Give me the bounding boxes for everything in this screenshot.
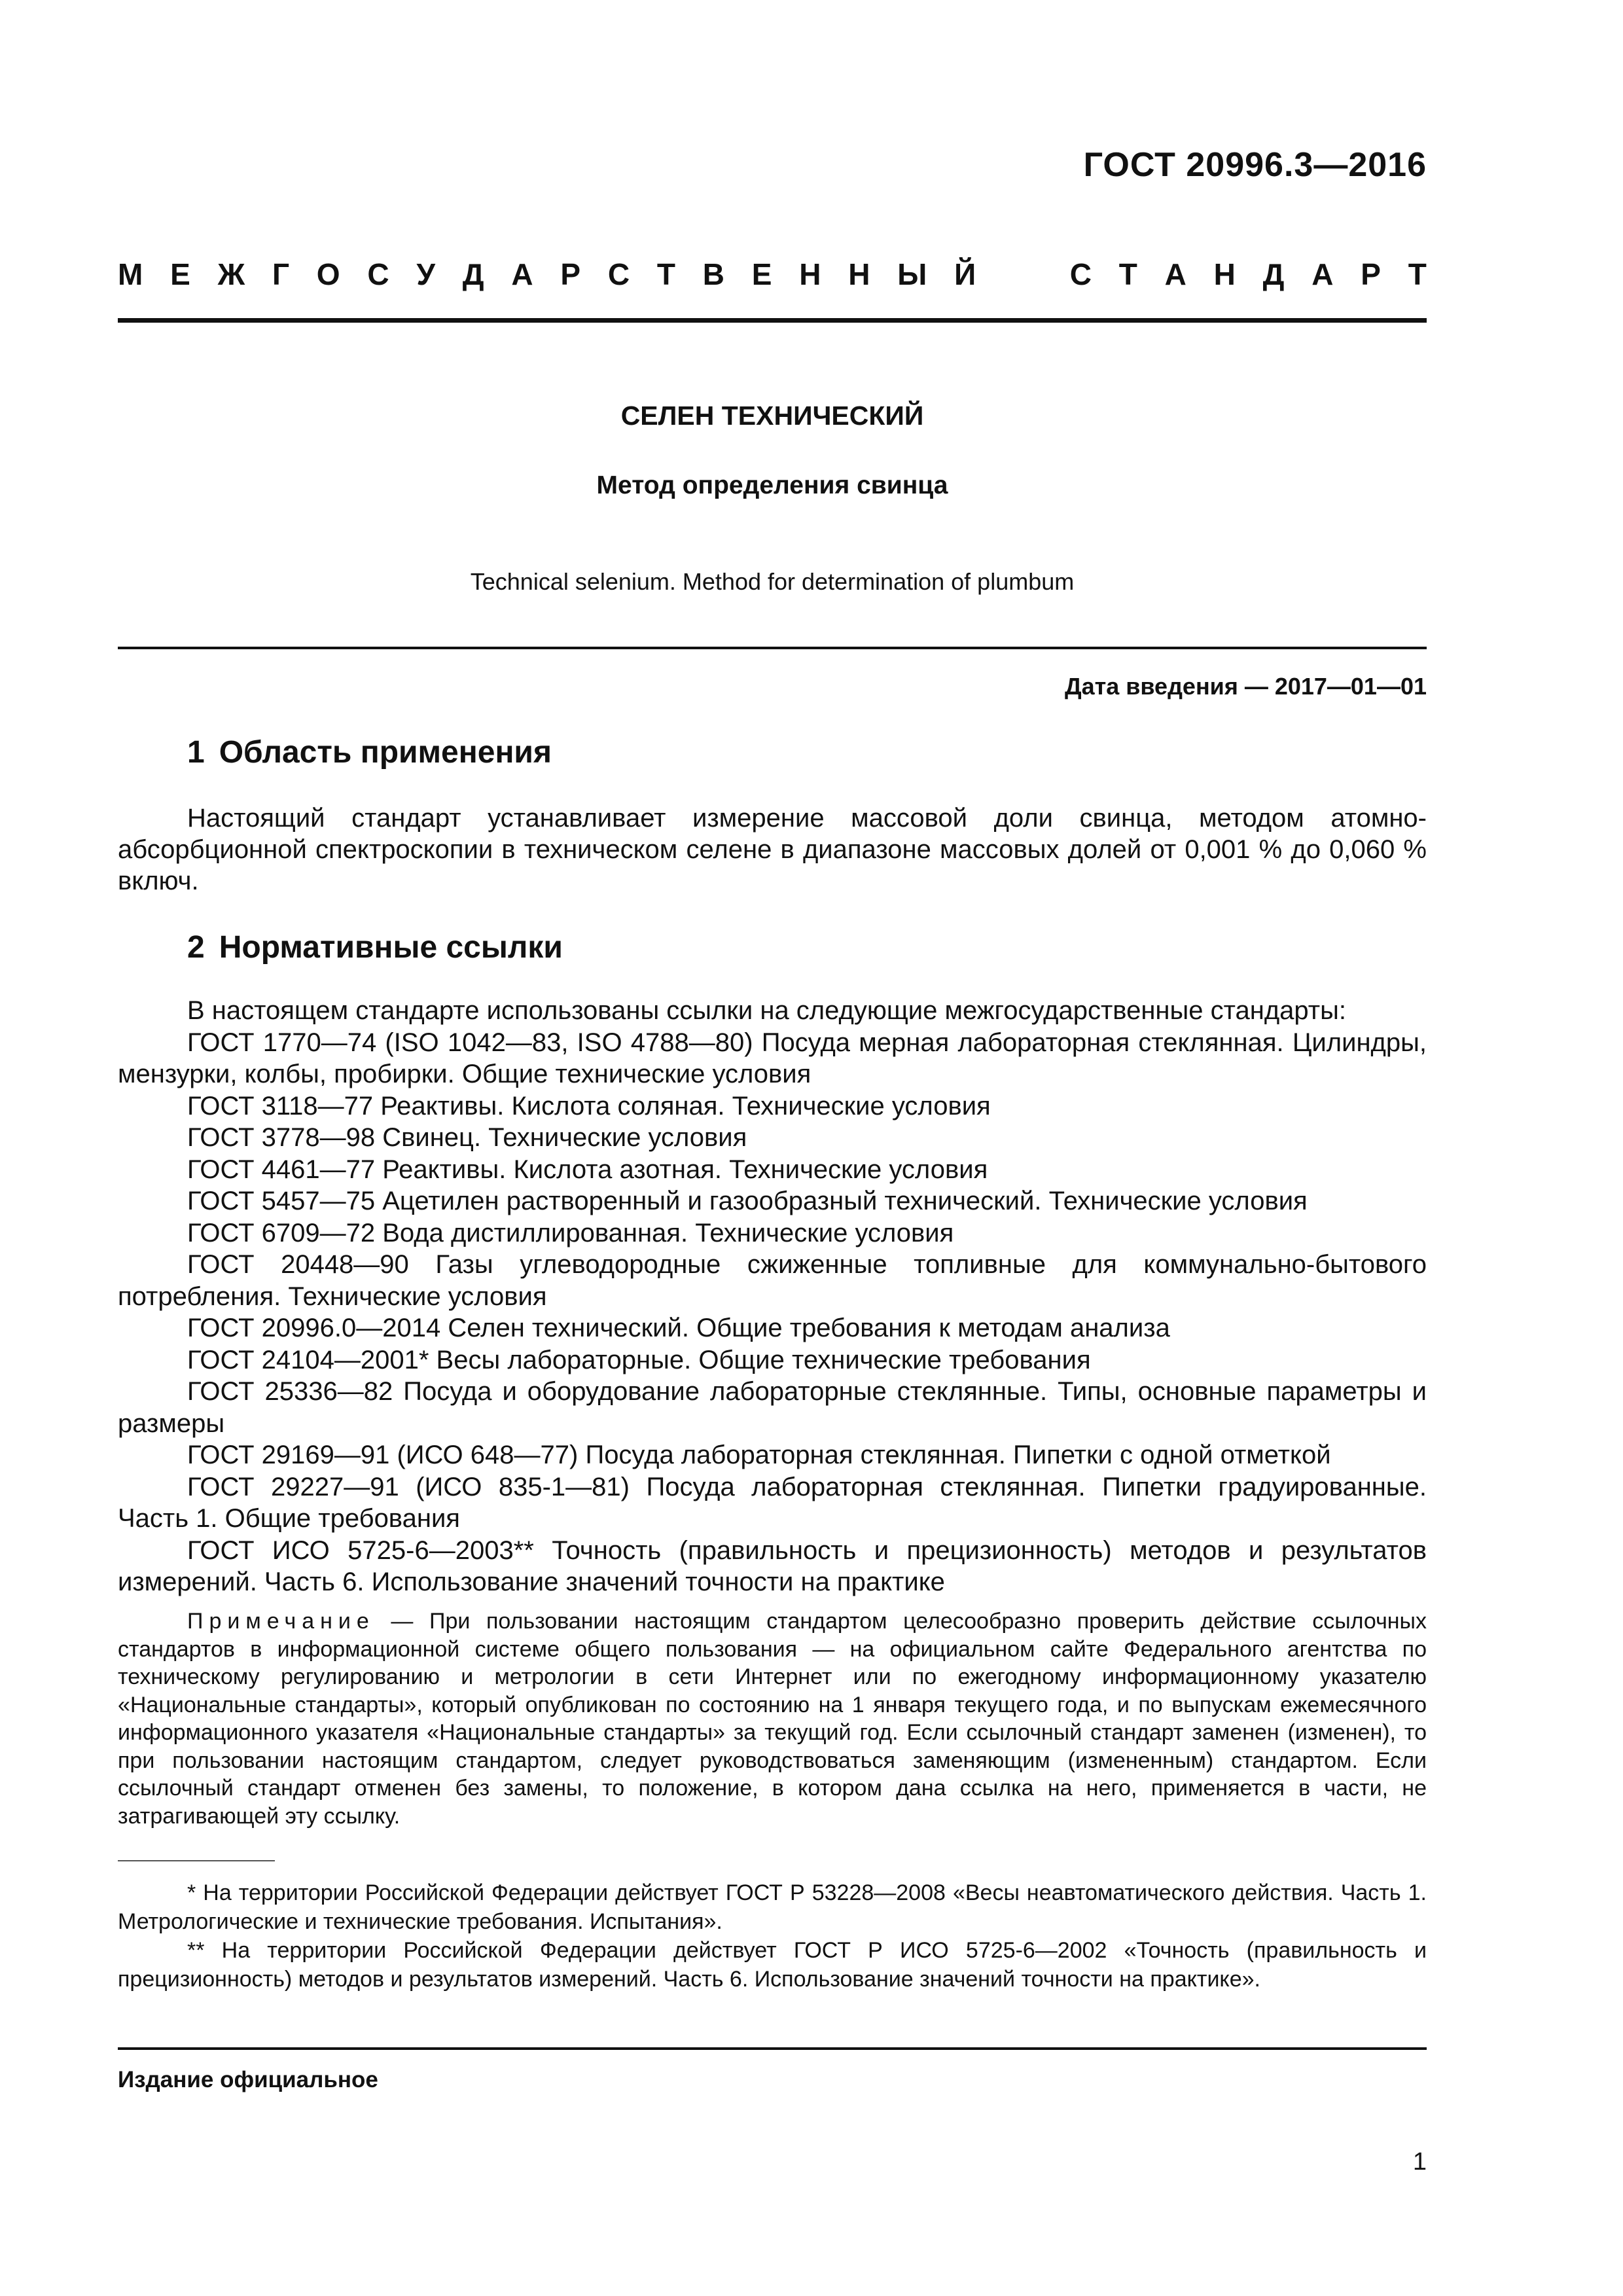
- reference-item: ГОСТ 3778—98 Свинец. Технические условия: [187, 1123, 747, 1152]
- gost-number: ГОСТ 20996.3—2016: [1083, 146, 1427, 184]
- footnote-separator: [118, 1860, 275, 1861]
- page-number: 1: [1412, 2148, 1427, 2176]
- banner-letter: Д: [1262, 257, 1285, 291]
- banner-letter: Ы: [897, 257, 927, 291]
- introduction-date: Дата введения — 2017—01—01: [1064, 673, 1427, 700]
- reference-item: ГОСТ 29169—91 (ИСО 648—77) Посуда лабораторная стеклянная. Пипетки с одной отметкой: [187, 1441, 1331, 1469]
- reference-item: ГОСТ 29227—91 (ИСО 835-1—81) Посуда лабораторная стеклянная. Пипетки градуированные. Часть 1. Общие требования: [118, 1472, 1427, 1533]
- footnotes: [118, 1878, 1427, 1994]
- section-number: 2: [187, 930, 205, 965]
- banner-letter: Т: [1118, 257, 1137, 291]
- reference-item: ГОСТ 20448—90 Газы углеводородные сжиженные топливные для коммунально-бытового потребления. Технические условия: [118, 1250, 1427, 1311]
- banner-letter: Н: [848, 257, 870, 291]
- banner-letter: С: [607, 257, 630, 291]
- reference-item: ГОСТ 6709—72 Вода дистиллированная. Технические условия: [187, 1218, 954, 1247]
- note-paragraph: [118, 1607, 1427, 1830]
- banner-word-gap: [1003, 257, 1043, 292]
- document-title: СЕЛЕН ТЕХНИЧЕСКИЙ: [620, 401, 924, 431]
- banner-letter: Т: [656, 257, 675, 291]
- footnote-item: * На территории Российской Федерации действует ГОСТ Р 53228—2008 «Весы неавтоматического действия. Часть 1. Метрологические и технические требования. Испытания».: [118, 1880, 1427, 1934]
- banner-letter: Т: [1408, 257, 1427, 291]
- banner-letter: С: [367, 257, 389, 291]
- reference-item: ГОСТ 20996.0—2014 Селен технический. Общие требования к методам анализа: [187, 1314, 1170, 1342]
- reference-item: ГОСТ 5457—75 Ацетилен растворенный и газообразный технический. Технические условия: [187, 1187, 1308, 1215]
- document-subtitle: Метод определения свинца: [596, 471, 948, 499]
- banner-letter: Г: [272, 257, 290, 291]
- banner-letter: В: [702, 257, 724, 291]
- english-title: Technical selenium. Method for determination of plumbum: [470, 568, 1075, 595]
- section-1-heading: [187, 734, 552, 770]
- banner-letter: А: [1311, 257, 1334, 291]
- banner-letter: А: [1164, 257, 1186, 291]
- reference-item: В настоящем стандарте использованы ссылки на следующие межгосударственные стандарты:: [187, 996, 1346, 1025]
- official-edition-label: Издание официальное: [118, 2067, 378, 2092]
- banner-letter: Ж: [217, 257, 245, 291]
- banner-letter: У: [416, 257, 435, 291]
- section-number: 1: [187, 735, 205, 770]
- title-rule: [118, 647, 1427, 649]
- banner-letter: Е: [170, 257, 190, 291]
- reference-item: ГОСТ 3118—77 Реактивы. Кислота соляная. Технические условия: [187, 1091, 991, 1121]
- header-rule: [118, 318, 1427, 323]
- reference-item: ГОСТ 4461—77 Реактивы. Кислота азотная. Технические условия: [187, 1155, 988, 1184]
- banner-letter: Р: [560, 257, 581, 291]
- banner-letter: Р: [1361, 257, 1381, 291]
- section-title: Область применения: [219, 735, 552, 770]
- banner-letter: А: [511, 257, 533, 291]
- footnote-item: ** На территории Российской Федерации действует ГОСТ Р ИСО 5725-6—2002 «Точность (правильность и прецизионность) методов и результатов измерений. Часть 6. Использование значений точности на практике».: [118, 1938, 1427, 1992]
- reference-item: ГОСТ 25336—82 Посуда и оборудование лабораторные стеклянные. Типы, основные параметры и размеры: [118, 1377, 1427, 1438]
- section-2-heading: [187, 929, 563, 965]
- banner-letter: Н: [799, 257, 821, 291]
- banner-letter: Й: [954, 257, 976, 291]
- interstate-standard-banner: [118, 257, 1427, 292]
- reference-item: ГОСТ 1770—74 (ISO 1042—83, ISO 4788—80) Посуда мерная лабораторная стеклянная. Цилиндры, мензурки, колбы, пробирки. Общие технические условия: [118, 1028, 1427, 1088]
- reference-item: ГОСТ 24104—2001* Весы лабораторные. Общие технические требования: [187, 1345, 1091, 1374]
- reference-item: ГОСТ ИСО 5725-6—2003** Точность (правильность и прецизионность) методов и результатов измерений. Часть 6. Использование значений точности на практике: [118, 1535, 1427, 1596]
- footer-rule: [118, 2047, 1427, 2050]
- section-title: Нормативные ссылки: [219, 930, 563, 965]
- banner-letter: Е: [751, 257, 772, 291]
- section-1-paragraph: Настоящий стандарт устанавливает измерение массовой доли свинца, методом атомно-абсорбционной спектроскопии в техническом селене в диапазоне массовых долей от 0,001 % до 0,060 % включ.: [118, 804, 1427, 895]
- banner-letter: О: [316, 257, 340, 291]
- banner-letter: Д: [462, 257, 484, 291]
- note-text: — При пользовании настоящим стандартом целесообразно проверить действие ссылочных стандартов в информационной системе общего пользования — на официальном сайте Федерального агентства по техническому регулированию и метрологии в сети Интернет или по ежегодному информационному указателю «Национальные стандарты», который опубликован по состоянию на 1 января текущего года, и по выпускам ежемесячного информационного указателя «Национальные стандарты» за текущий год. Если ссылочный стандарт заменен (изменен), то при пользовании настоящим стандартом, следует руководствоваться заменяющим (измененным) стандартом. Если ссылочный стандарт отменен без замены, то положение, в котором дана ссылка на него, применяется в части, не затрагивающей эту ссылку.: [118, 1609, 1427, 1829]
- normative-references-list: [118, 995, 1427, 1598]
- banner-letter: С: [1069, 257, 1092, 291]
- banner-letter: М: [118, 257, 143, 291]
- banner-letter: Н: [1213, 257, 1236, 291]
- note-label: Примечание: [187, 1609, 375, 1634]
